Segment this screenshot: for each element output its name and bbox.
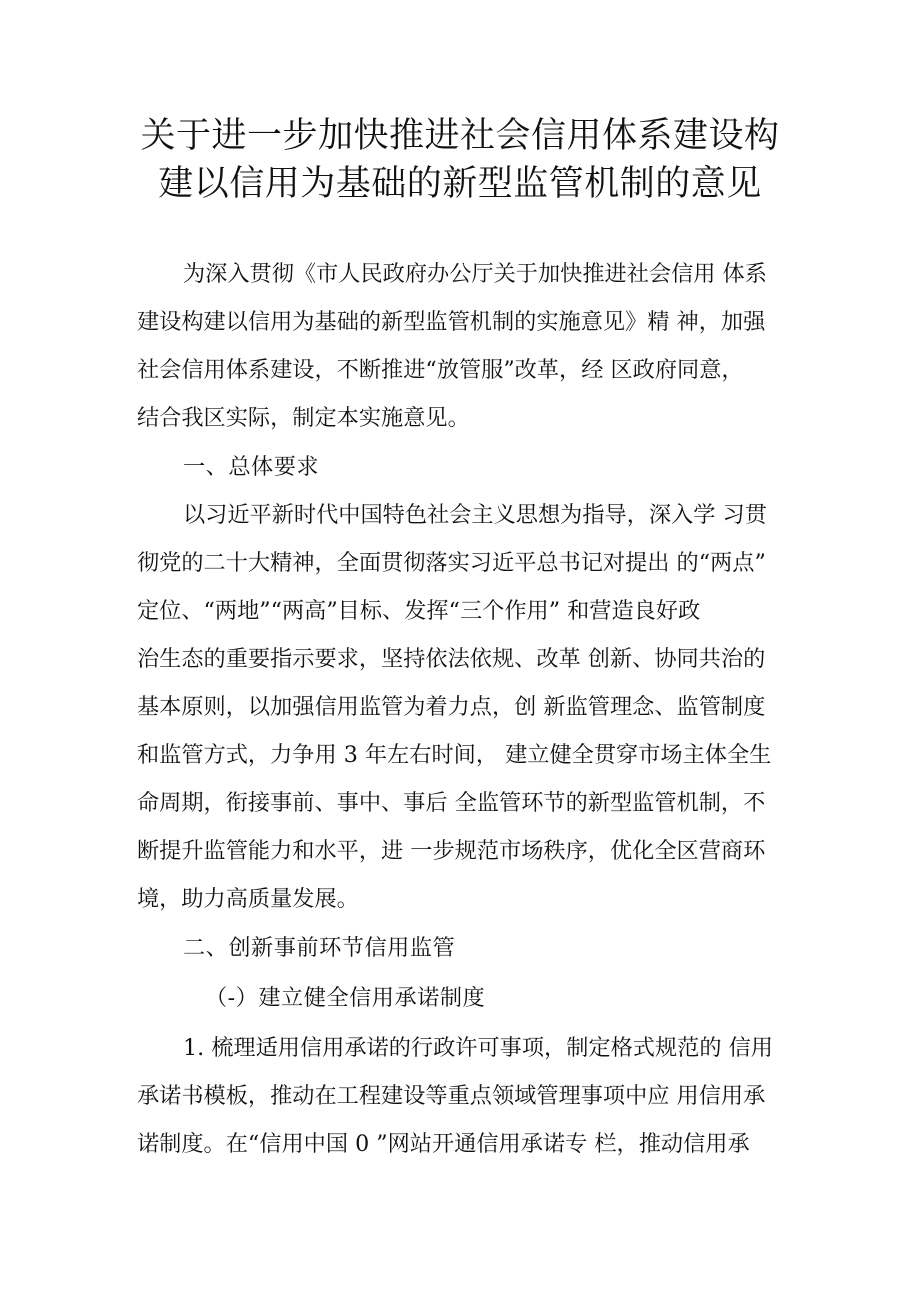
paragraph-2-line-6: 和监管方式，力争用 3 年左右时间， 建立健全贯穿市场主体全生 xyxy=(137,742,772,768)
paragraph-3-line-2: 承诺书模板，推动在工程建设等重点领域管理事项中应 用信用承 xyxy=(137,1083,766,1109)
subsection-heading-1: （-）建立健全信用承诺制度 xyxy=(205,985,486,1011)
section-heading-1: 一、总体要求 xyxy=(183,454,320,480)
document-title-line-1: 关于进一步加快推进社会信用体系建设构 xyxy=(140,116,780,156)
paragraph-2-line-3: 定位、“两地”“两高”目标、发挥“三个作用” 和营造良好政 xyxy=(137,598,701,624)
paragraph-2-line-8: 断提升监管能力和水平，进 一步规范市场秩序，优化全区营商环 xyxy=(137,838,766,864)
section-heading-2: 二、创新事前环节信用监管 xyxy=(183,935,456,961)
paragraph-1-line-3: 社会信用体系建设，不断推进“放管服”改革，经 区政府同意， xyxy=(137,357,744,383)
paragraph-1-line-1: 为深入贯彻《市人民政府办公厅关于加快推进社会信用 体系 xyxy=(183,261,767,287)
paragraph-1-line-2: 建设构建以信用为基础的新型监管机制的实施意见》精 神，加强 xyxy=(137,309,766,335)
paragraph-2-line-1: 以习近平新时代中国特色社会主义思想为指导，深入学 习贯 xyxy=(183,502,767,528)
paragraph-2-line-2: 彻党的二十大精神，全面贯彻落实习近平总书记对提出 的“两点” xyxy=(137,550,766,576)
paragraph-3-line-1: 1. 梳理适用信用承诺的行政许可事项，制定格式规范的 信用 xyxy=(183,1035,773,1061)
paragraph-1-line-4: 结合我区实际，制定本实施意见。 xyxy=(137,405,470,431)
paragraph-2-line-5: 基本原则，以加强信用监管为着力点，创 新监管理念、监管制度 xyxy=(137,694,766,720)
paragraph-2-line-4: 治生态的重要指示要求，坚持依法依规、改革 创新、协同共治的 xyxy=(137,646,766,672)
paragraph-2-line-9: 境，助力高质量发展。 xyxy=(137,886,359,912)
document-title-line-2: 建以信用为基础的新型监管机制的意见 xyxy=(158,164,762,204)
paragraph-2-line-7: 命周期，衔接事前、事中、事后 全监管环节的新型监管机制，不 xyxy=(137,790,766,816)
paragraph-3-line-3: 诺制度。在“信用中国 0 ”网站开通信用承诺专 栏，推动信用承 xyxy=(137,1131,750,1157)
